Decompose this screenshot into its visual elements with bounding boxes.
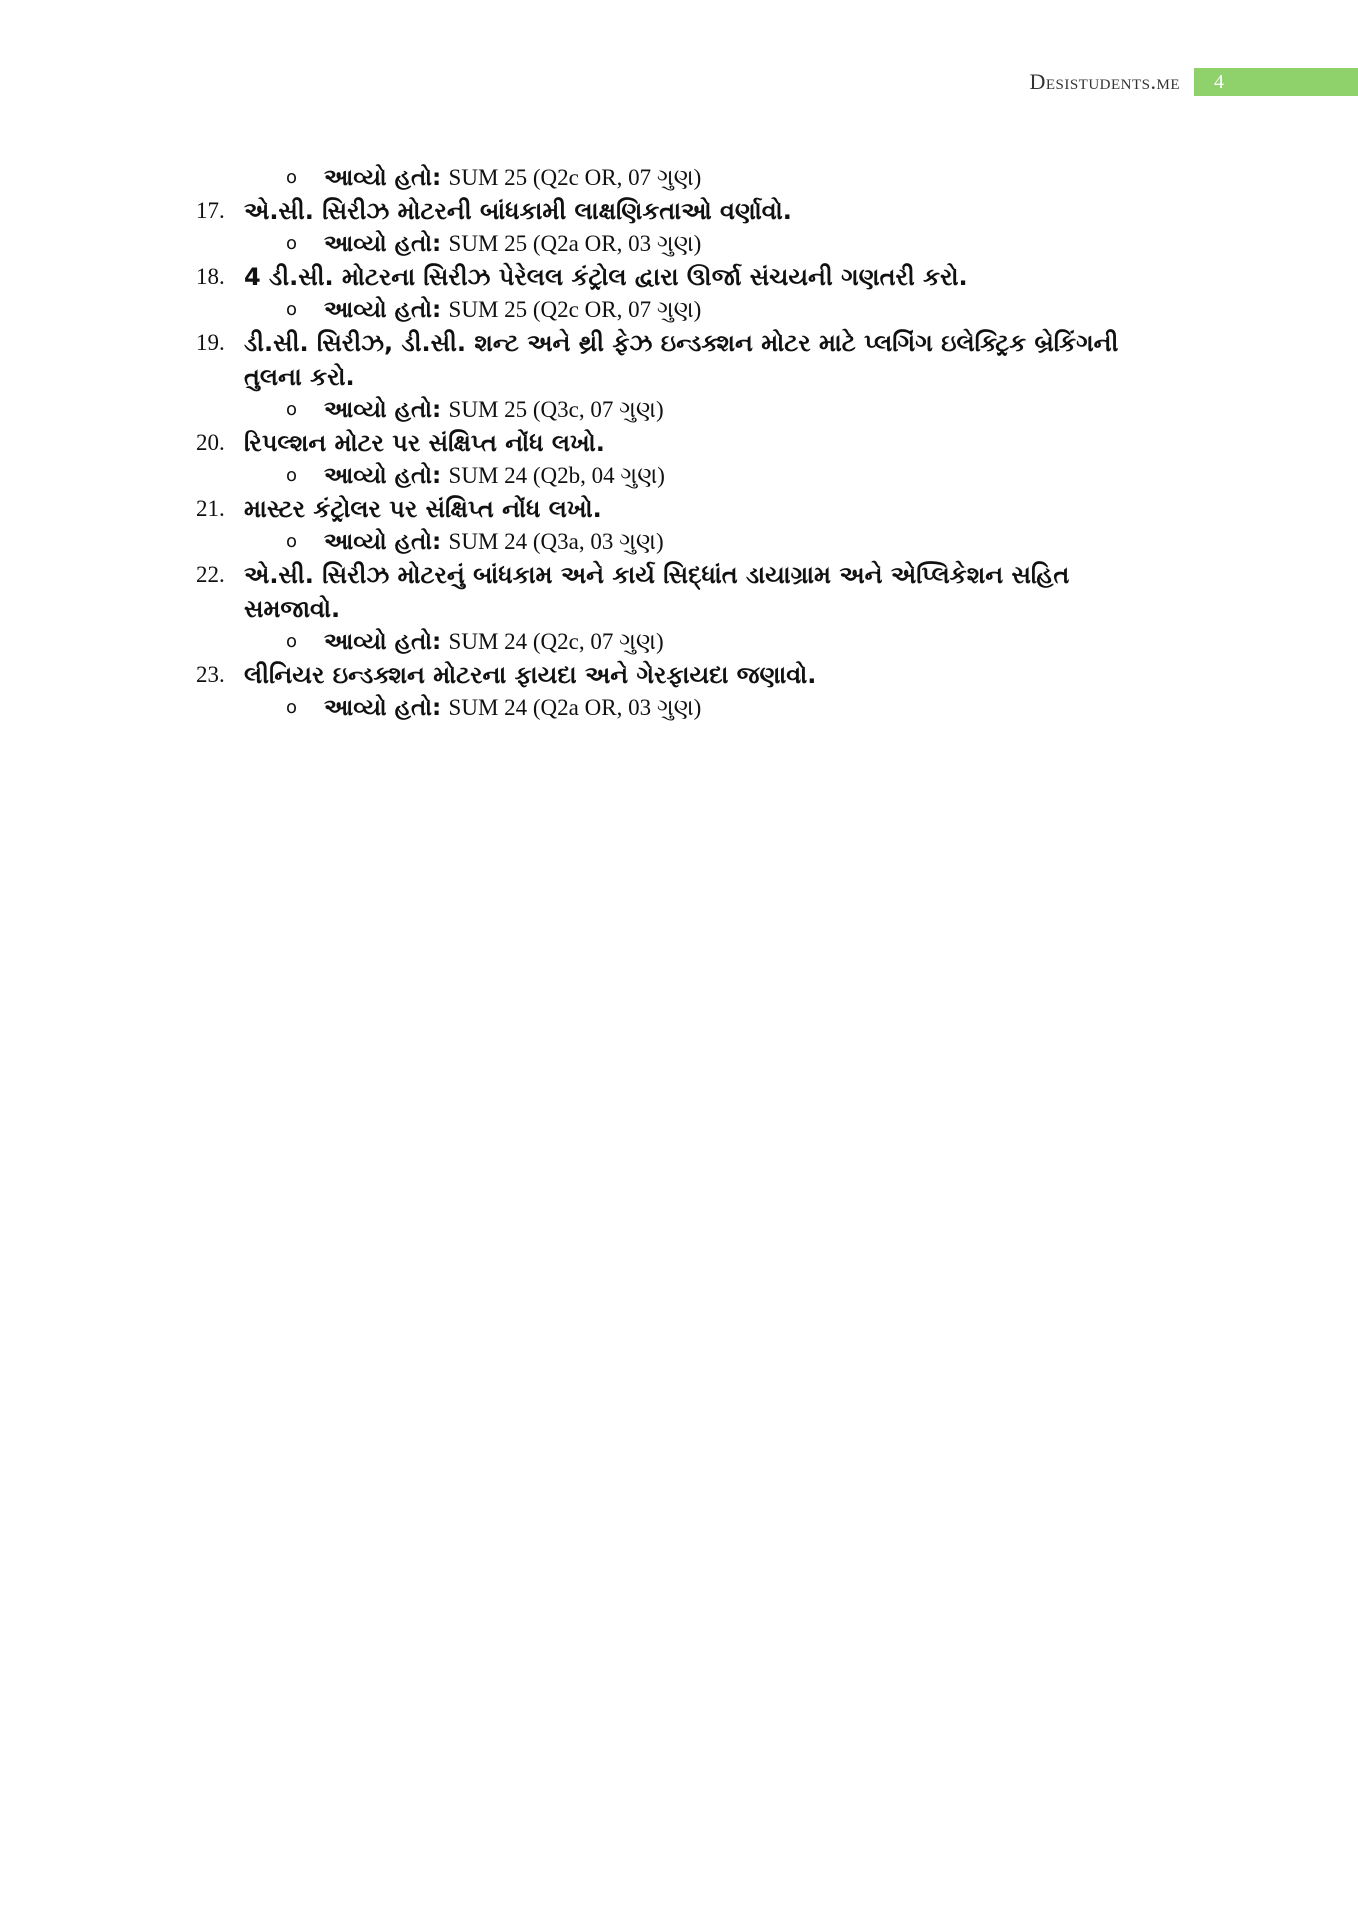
asked-label: આવ્યો હતો: [324,297,442,323]
question-number: 23. [196,662,225,687]
question-text: માસ્ટર કંટ્રોલર પર સંક્ષિપ્ત નોંધ લખો. [244,495,602,523]
asked-in-line [200,526,1160,558]
question-number: 17. [196,198,225,223]
asked-label: આવ્યો હતો: [324,695,442,721]
exam-reference: SUM 25 (Q2c OR, 07 ગુણ) [448,165,702,190]
question-item [196,658,1160,692]
bullet-icon: o [286,531,298,552]
question-item [196,426,1160,460]
exam-reference: SUM 24 (Q3a, 03 ગુણ) [448,529,664,554]
asked-in-line [200,692,1160,724]
exam-reference: SUM 24 (Q2c, 07 ગુણ) [448,629,664,654]
question-list [196,162,1160,724]
asked-in-line [200,626,1160,658]
bullet-icon: o [286,167,298,188]
asked-label: આવ્યો હતો: [324,629,442,655]
question-item [196,194,1160,228]
question-number: 20. [196,430,225,455]
exam-reference: SUM 24 (Q2a OR, 03 ગુણ) [448,695,702,720]
asked-in-line [200,394,1160,426]
question-item [196,326,1160,394]
page-header [1029,68,1358,96]
exam-reference: SUM 25 (Q2c OR, 07 ગુણ) [448,297,702,322]
asked-label: આવ્યો હતો: [324,231,442,257]
question-number: 19. [196,330,225,355]
exam-reference: SUM 25 (Q2a OR, 03 ગુણ) [448,231,702,256]
exam-reference: SUM 24 (Q2b, 04 ગુણ) [448,463,665,488]
question-text: રિપલ્શન મોટર પર સંક્ષિપ્ત નોંધ લખો. [244,429,605,457]
exam-reference: SUM 25 (Q3c, 07 ગુણ) [448,397,664,422]
question-number: 18. [196,264,225,289]
question-text: ડી.સી. સિરીઝ, ડી.સી. શન્ટ અને થ્રી ફેઝ ઇન્ડક્શન મોટર માટે પ્લગિંગ ઇલેક્ટ્રિક બ્રેકિંગની તુલના કરો. [244,329,1119,391]
asked-in-line [200,460,1160,492]
bullet-icon: o [286,299,298,320]
question-item [196,260,1160,294]
question-text: 4 ડી.સી. મોટરના સિરીઝ પેરેલલ કંટ્રોલ દ્વારા ઊર્જા સંચયની ગણતરી કરો. [244,263,968,291]
site-name: Desistudents.me [1029,69,1180,94]
bullet-icon: o [286,697,298,718]
question-text: લીનિયર ઇન્ડક્શન મોટરના ફાયદા અને ગેરફાયદા જણાવો. [244,661,817,689]
bullet-icon: o [286,399,298,420]
question-item [196,558,1160,626]
asked-label: આવ્યો હતો: [324,529,442,555]
bullet-icon: o [286,465,298,486]
question-number: 21. [196,496,225,521]
asked-in-line [200,228,1160,260]
bullet-icon: o [286,631,298,652]
asked-label: આવ્યો હતો: [324,463,442,489]
question-number: 22. [196,562,225,587]
asked-label: આવ્યો હતો: [324,165,442,191]
page-number-badge: 4 [1194,68,1358,96]
asked-in-line [200,162,1160,194]
question-text: એ.સી. સિરીઝ મોટરનું બાંધકામ અને કાર્ય સિદ્ધાંત ડાયાગ્રામ અને એપ્લિકેશન સહિત સમજાવો. [244,561,1070,623]
bullet-icon: o [286,233,298,254]
asked-in-line [200,294,1160,326]
question-item [196,492,1160,526]
asked-label: આવ્યો હતો: [324,397,442,423]
question-text: એ.સી. સિરીઝ મોટરની બાંધકામી લાક્ષણિકતાઓ વર્ણાવો. [244,197,792,225]
